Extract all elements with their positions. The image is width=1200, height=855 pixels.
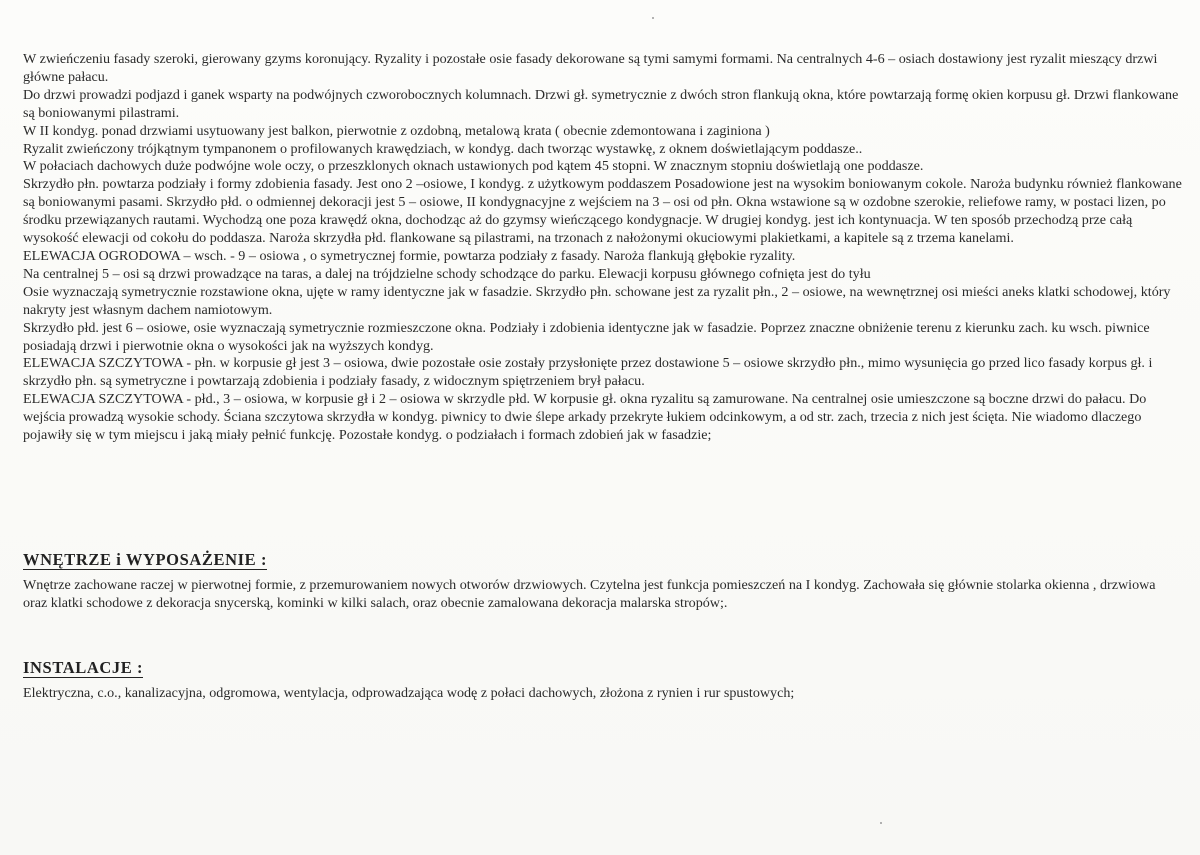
paragraph: ELEWACJA SZCZYTOWA - płd., 3 – osiowa, w korpusie gł i 2 – osiowa w skrzydle płd. W korpusie gł. okna ryzalitu są zamurowane. Na centralnej osie umieszczone są boczne drzwi do pałacu. Do wejścia prowadzą wysokie schody. Ściana szczytowa skrzydła w kondyg. piwnicy to dwie ślepe arkady przekryte łukiem odcinkowym, a od str. zach, trzecia z nich jest ścięta. Nie wiadomo dlaczego pojawiły się w tym miejscu i jaką miały pełnić funkcję. Pozostałe kondyg. o podziałach i formach zdobień jak w fasadzie; xyxy=(23,391,1147,444)
paragraph: Na centralnej 5 – osi są drzwi prowadzące na taras, a dalej na trójdzielne schody schodzące do parku. Elewacji korpusu głównego cofnięta jest do tyłu xyxy=(23,265,871,282)
paragraph: ELEWACJA OGRODOWA – wsch. - 9 – osiowa , o symetrycznej formie, powtarza podziały z fasady. Naroża flankują głębokie ryzality. xyxy=(23,247,796,264)
installations-text xyxy=(23,685,1183,703)
paragraph: Skrzydło płd. jest 6 – osiowe, osie wyznaczają symetrycznie rozmieszczone okna. Podziały i zdobienia identyczne jak w fasadzie. Poprzez znaczne obniżenie terenu z kierunku zach. ku wsch. piwnice posiadają drzwi i pierwotnie okna o wysokości jak na wyższych kondyg. xyxy=(23,319,1150,354)
paragraph: Do drzwi prowadzi podjazd i ganek wsparty na podwójnych czworobocznych kolumnach. Drzwi gł. symetrycznie z dwóch stron flankują okna, które powtarzają formę okien korpusu gł. Drzwi flankowane są boniowanymi pilastrami. xyxy=(23,86,1179,121)
paragraph: W II kondyg. ponad drzwiami usytuowany jest balkon, pierwotnie z ozdobną, metalową krata ( obecnie zdemontowana i zaginiona ) xyxy=(23,122,770,139)
paragraph: Ryzalit zwieńczony trójkątnym tympanonem o profilowanych krawędziach, w kondyg. dach tworząc wystawkę, z oknem doświetlającym poddasze.. xyxy=(23,140,863,157)
paragraph: W połaciach dachowych duże podwójne wole oczy, o przeszklonych oknach ustawionych pod kątem 45 stopni. W znacznym stopniu doświetlają one poddasze. xyxy=(23,158,924,175)
paragraph: Skrzydło płn. powtarza podziały i formy zdobienia fasady. Jest ono 2 –osiowe, I kondyg. z użytkowym poddaszem Posadowione jest na wysokim boniowanym cokole. Naroża budynku również flankowane są boniowanymi pasami. Skrzydło płd. o odmiennej dekoracji jest 5 – osiowe, II kondygnacyjne z wejściem na 3 – osi od płn. Okna wstawione są w ozdobne szerokie, reliefowe ramy, w postaci lizen, po środku przewiązanych rautami. Wychodzą one poza krawędź okna, dochodząc aż do gzymsy wieńczącego kondygnacje. W drugiej kondyg. jest ich kontynuacja. W ten sposób przechodzą prze całą wysokość elewacji od cokołu do poddasza. Naroża skrzydła płd. flankowane są pilastrami, na trzonach z nałożonymi okuciowymi plakietkami, a kapitele są z trzema kanelami. xyxy=(23,176,1182,247)
paragraph: Elektryczna, c.o., kanalizacyjna, odgromowa, wentylacja, odprowadzająca wodę z połaci dachowych, złożona z rynien i rur spustowych; xyxy=(23,685,795,701)
paragraph: Wnętrze zachowane raczej w pierwotnej formie, z przemurowaniem nowych otworów drzwiowych. Czytelna jest funkcja pomieszczeń na I kondyg. Zachowała się głównie stolarka okienna , drzwiowa oraz klatki schodowe z dekoracja snycerską, kominki w kilki salach, oraz obecnie zamalowana dekoracja malarska stropów;. xyxy=(23,577,1156,611)
scan-speck xyxy=(880,822,882,824)
paragraph: ELEWACJA SZCZYTOWA - płn. w korpusie gł jest 3 – osiowa, dwie pozostałe osie zostały przysłonięte przez dostawione 5 – osiowe skrzydło płn., mimo wysunięcia go przed lico fasady korpus gł. i skrzydło płn. są symetryczne i powtarzają zdobienia i podziały fasady, z widocznym spiętrzeniem brył pałacu. xyxy=(23,355,1153,390)
interior-text xyxy=(23,577,1183,613)
installations-heading: INSTALACJE : xyxy=(23,658,144,677)
facade-description xyxy=(23,51,1183,445)
scan-speck xyxy=(652,17,654,19)
paragraph: W zwieńczeniu fasady szeroki, gierowany gzyms koronujący. Ryzality i pozostałe osie fasady dekorowane są tymi samymi formami. Na centralnych 4-6 – osiach dostawiony jest ryzalit mieszący drzwi główne pałacu. xyxy=(23,51,1158,85)
interior-heading: WNĘTRZE i WYPOSAŻENIE : xyxy=(23,550,268,569)
paragraph: Osie wyznaczają symetrycznie rozstawione okna, ujęte w ramy identyczne jak w fasadzie. Skrzydło płn. schowane jest za ryzalit płn., 2 – osiowe, na wewnętrznej osi mieści aneks klatki schodowej, który nakryty jest własnym dachem namiotowym. xyxy=(23,283,1171,318)
